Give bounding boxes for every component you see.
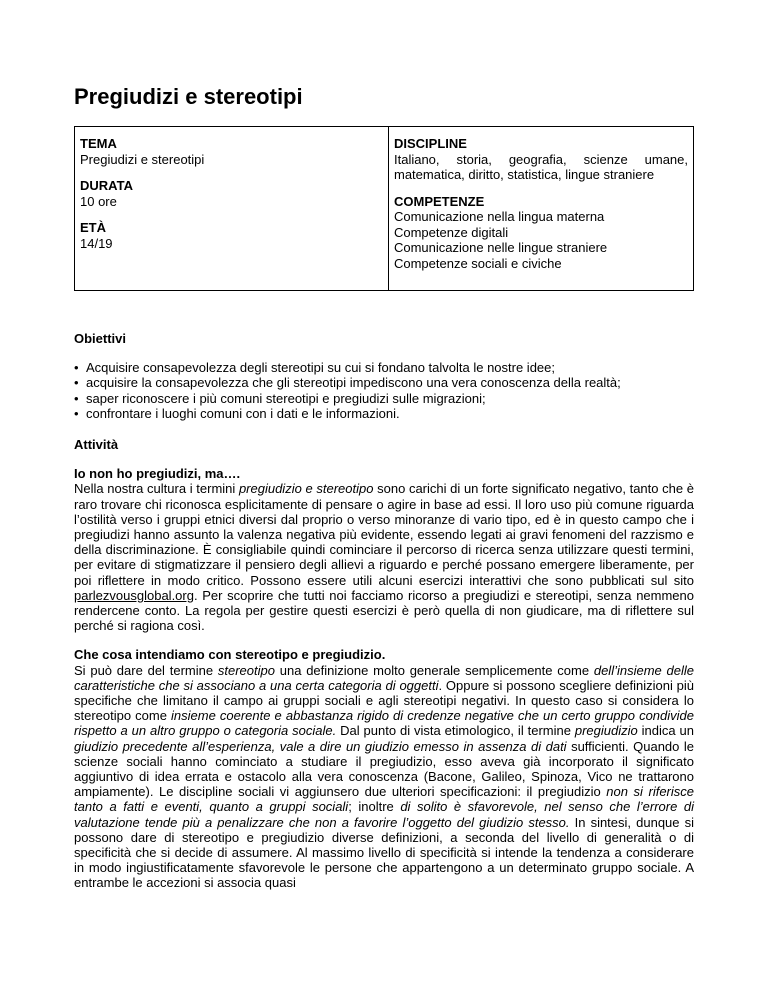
obiettivi-item: • acquisire la consapevolezza che gli stereotipi impediscono una vera conoscenza della realtà; <box>74 375 694 390</box>
site-link[interactable]: parlezvousglobal.org <box>74 587 194 603</box>
competenze-label: COMPETENZE <box>393 193 485 209</box>
competenze-item: Comunicazione nelle lingue straniere <box>393 240 608 255</box>
discipline-label: DISCIPLINE <box>393 136 467 151</box>
competenze-item: Competenze digitali <box>393 224 509 240</box>
subsection-title: Che cosa intendiamo con stereotipo e pregiudizio. <box>74 647 386 663</box>
obiettivi-item: • confrontare i luoghi comuni con i dati e le informazioni. <box>74 406 694 421</box>
page-title: Pregiudizi e stereotipi <box>74 84 303 109</box>
attivita-heading: Attività <box>74 437 119 452</box>
tema-value: Pregiudizi e stereotipi <box>80 151 205 167</box>
durata-label: DURATA <box>80 178 133 193</box>
obiettivi-section <box>74 331 694 421</box>
obiettivi-item: • saper riconoscere i più comuni stereotipi e pregiudizi sulle migrazioni; <box>74 391 694 406</box>
competenze-item: Comunicazione nella lingua materna <box>393 209 605 224</box>
obiettivi-list <box>74 360 694 421</box>
subsection-title: Io non ho pregiudizi, ma…. <box>74 466 241 482</box>
competenze-item: Competenze sociali e civiche <box>393 255 562 271</box>
obiettivi-heading: Obiettivi <box>74 331 127 346</box>
paragraph-definizioni: Si può dare del termine stereotipo una definizione molto generale semplicemente come dell’insieme delle caratteristiche che si associano a una certa categoria di oggetti. Oppure si possono scegliere definizioni più specifiche che limitano il campo ai gruppi sociali e agli stereotipi negativi. In questo caso si considera lo stereotipo come insieme coerente e abbastanza rigido di credenze negative che un certo gruppo condivide rispetto a un altro gruppo o categoria sociale. Dal punto di vista etimologico, il termine pregiudizio indica un giudizio precedente all’esperienza, vale a dire un giudizio emesso in assenza di dati sufficienti. Quando le scienze sociali hanno cominciato a studiare il pregiudizio, esso aveva già incorporato il significato aggiuntivo di idea errata e ostacolo alla vera conoscenza (Bacone, Galileo, Spinoza, Vico ne trattarono ampiamente). Le discipline sociali vi aggiunsero due ulteriori specificazioni: il pregiudizio non si riferisce tanto a fatti e eventi, quanto a gruppi sociali; inoltre di solito è sfavorevole, nel senso che l’errore di valutazione tende più a penalizzare che non a favorire l’oggetto del giudizio stesso. In sintesi, dunque si possono dare di stereotipo e pregiudizio diverse definizioni, a seconda del livello di generalità o di specificità che si decide di assumere. Al massimo livello di specificità si intende la tendenza a considerare in modo ingiustificatamente sfavorevole le persone che appartengono a un determinato gruppo sociale. A entrambe le accezioni si associa quasi <box>74 662 695 891</box>
tema-label: TEMA <box>80 136 117 151</box>
discipline-value: Italiano, storia, geografia, scienze umane, matematica, diritto, statistica, lingue straniere <box>393 151 688 182</box>
info-table-right-column <box>389 127 693 290</box>
obiettivi-item: • Acquisire consapevolezza degli stereotipi su cui si fondano talvolta le nostre idee; <box>74 360 694 375</box>
paragraph-pregiudizi: Nella nostra cultura i termini pregiudizio e stereotipo sono carichi di un forte significato negativo, tanto che è raro trovare chi riconosca esplicitamente di pensare o agire in base ad essi. Il loro uso più comune riguarda l’ostilità verso i gruppi etnici diversi dal proprio o verso minoranze di vario tipo, ed è in questo campo che i pregiudizi hanno assunto la valenza negativa più evidente, essendo legati ai gravi fenomeni del razzismo e della discriminazione. È consigliabile quindi cominciare il percorso di ricerca senza utilizzare questi termini, per evitare di stigmatizzare il pensiero degli allievi a riguardo e perché possano emergere liberamente, per poi riflettere in modo critico. Possono essere utili alcuni esercizi interattivi che sono pubblicati sul sito parlezvousglobal.org. Per scoprire che tutti noi facciamo ricorso a pregiudizi e stereotipi, senza nemmeno rendercene conto. La regola per gestire questi esercizi è però quella di non giudicare, ma di riflettere sul perché si ragiona così. <box>74 481 695 634</box>
info-table-left-column <box>75 127 389 290</box>
eta-label: ETÀ <box>80 220 106 235</box>
eta-value: 14/19 <box>80 235 113 251</box>
durata-value: 10 ore <box>80 193 117 209</box>
attivita-section <box>74 437 694 891</box>
info-table <box>74 126 694 291</box>
